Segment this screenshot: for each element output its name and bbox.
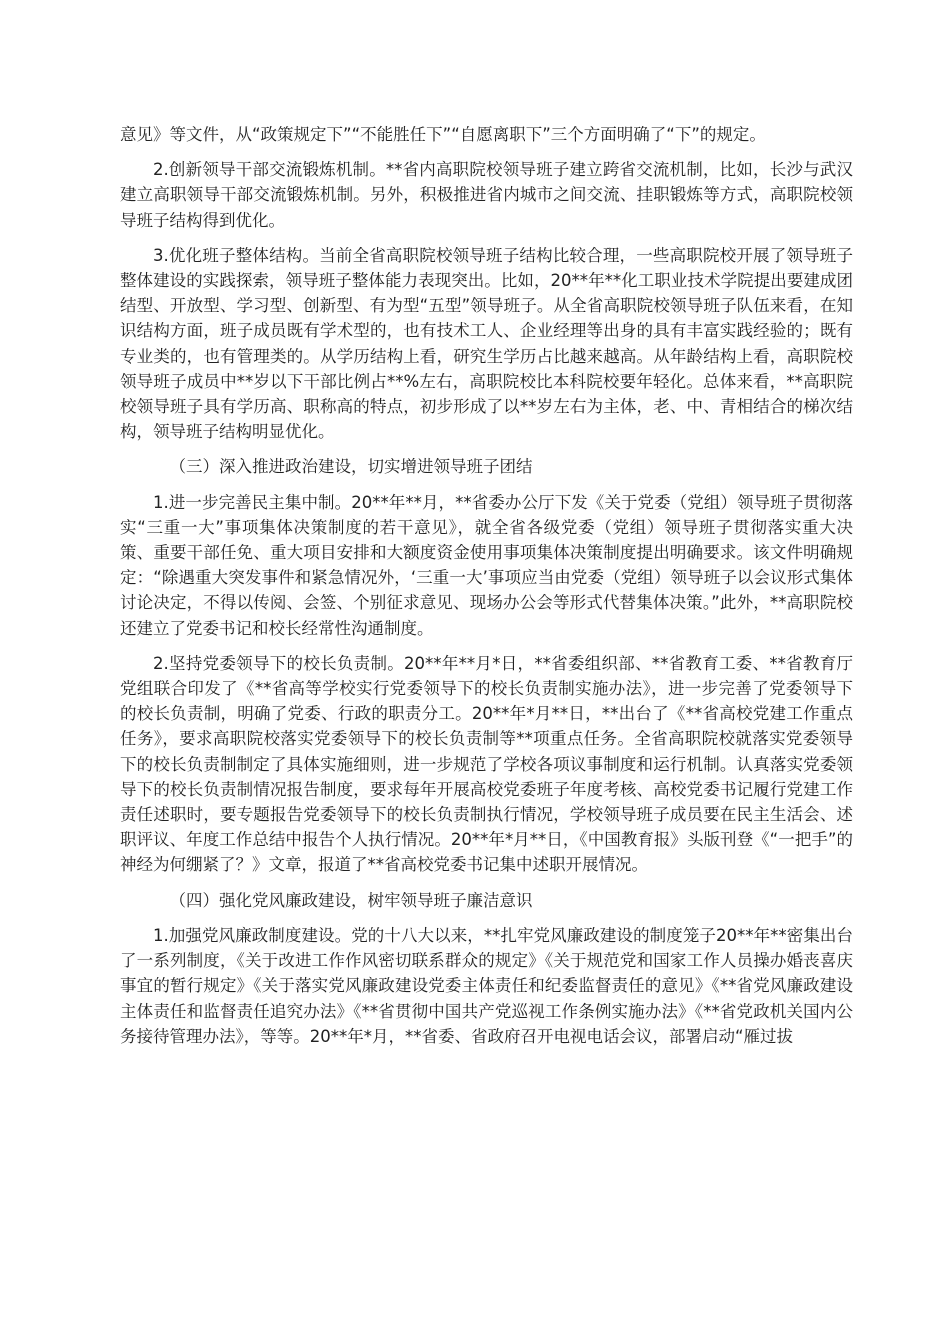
paragraph-democratic-centralism: 1.进一步完善民主集中制。20**年**月，**省委办公厅下发《关于党委（党组）领导班子贯彻落实“三重一大”事项集体决策制度的若干意见》，就全省各级党委（党组）领导班子贯彻落实重大决策、重要干部任免、重大项目安排和大额度资金使用事项集体决策制度提出明确要求。该文件明确规定：“除遇重大突发事件和紧急情况外，‘三重一大’事项应当由党委（党组）领导班子以会议形式集体讨论决定，不得以传阅、会签、个别征求意见、现场办公会等形式代替集体决策。”此外，**高职院校还建立了党委书记和校长经常性沟通制度。 xyxy=(120,492,853,638)
section-heading-political-building: （三）深入推进政治建设，切实增进领导班子团结 xyxy=(169,457,533,477)
paragraph-team-structure: 3.优化班子整体结构。当前全省高职院校领导班子结构比较合理，一些高职院校开展了领导班子整体建设的实践探索，领导班子整体能力表现突出。比如，20**年**化工职业技术学院提出要建成团结型、开放型、学习型、创新型、有为型“五型”领导班子。从全省高职院校领导班子队伍来看，在知识结构方面，班子成员既有学术型的，也有技术工人、企业经理等出身的具有丰富实践经验的；既有专业类的，也有管理类的。从学历结构上看，研究生学历占比越来越高。从年龄结构上看，高职院校领导班子成员中**岁以下干部比例占**%左右，高职院校比本科院校要年轻化。总体来看，**高职院校领导班子具有学历高、职称高的特点，初步形成了以**岁左右为主体，老、中、青相结合的梯次结构，领导班子结构明显优化。 xyxy=(120,245,853,442)
paragraph-continuation: 意见》等文件，从“政策规定下”“不能胜任下”“自愿离职下”三个方面明确了“下”的规定。 xyxy=(120,125,766,144)
section-heading-integrity: （四）强化党风廉政建设，树牢领导班子廉洁意识 xyxy=(169,890,533,910)
document-page xyxy=(120,122,853,1059)
paragraph-president-responsibility: 2.坚持党委领导下的校长负责制。20**年**月*日，**省委组织部、**省教育工委、**省教育厅党组联合印发了《**省高等学校实行党委领导下的校长负责制实施办法》，进一步完善了党委领导下的校长负责制，明确了党委、行政的职责分工。20**年*月**日，**出台了《**省高校党建工作重点任务》，要求高职院校落实党委领导下的校长负责制等**项重点任务。全省高职院校就落实党委领导下的校长负责制制定了具体实施细则，进一步规范了学校各项议事制度和运行机制。认真落实党委领导下的校长负责制情况报告制度，要求每年开展高校党委班子年度考核、高校党委书记履行党建工作责任述职时，要专题报告党委领导下的校长负责制执行情况，学校领导班子成员要在民主生活会、述职评议、年度工作总结中报告个人执行情况。20**年*月**日，《中国教育报》头版刊登《“一把手”的神经为何绷紧了？》文章，报道了**省高校党委书记集中述职开展情况。 xyxy=(120,653,853,875)
paragraph-cadre-exchange: 2.创新领导干部交流锻炼机制。**省内高职院校领导班子建立跨省交流机制，比如，长沙与武汉建立高职领导干部交流锻炼机制。另外，积极推进省内城市之间交流、挂职锻炼等方式，高职院校领导班子结构得到优化。 xyxy=(120,160,853,230)
paragraph-integrity-system: 1.加强党风廉政制度建设。党的十八大以来，**扎牢党风廉政建设的制度笼子20**年**密集出台了一系列制度，《关于改进工作作风密切联系群众的规定》《关于规范党和国家工作人员操办婚丧喜庆事宜的暂行规定》《关于落实党风廉政建设党委主体责任和纪委监督责任的意见》《**省党风廉政建设主体责任和监督责任追究办法》《**省贯彻中国共产党巡视工作条例实施办法》《**省党政机关国内公务接待管理办法》，等等。20**年*月，**省委、省政府召开电视电话会议，部署启动“雁过拔 xyxy=(120,925,853,1046)
